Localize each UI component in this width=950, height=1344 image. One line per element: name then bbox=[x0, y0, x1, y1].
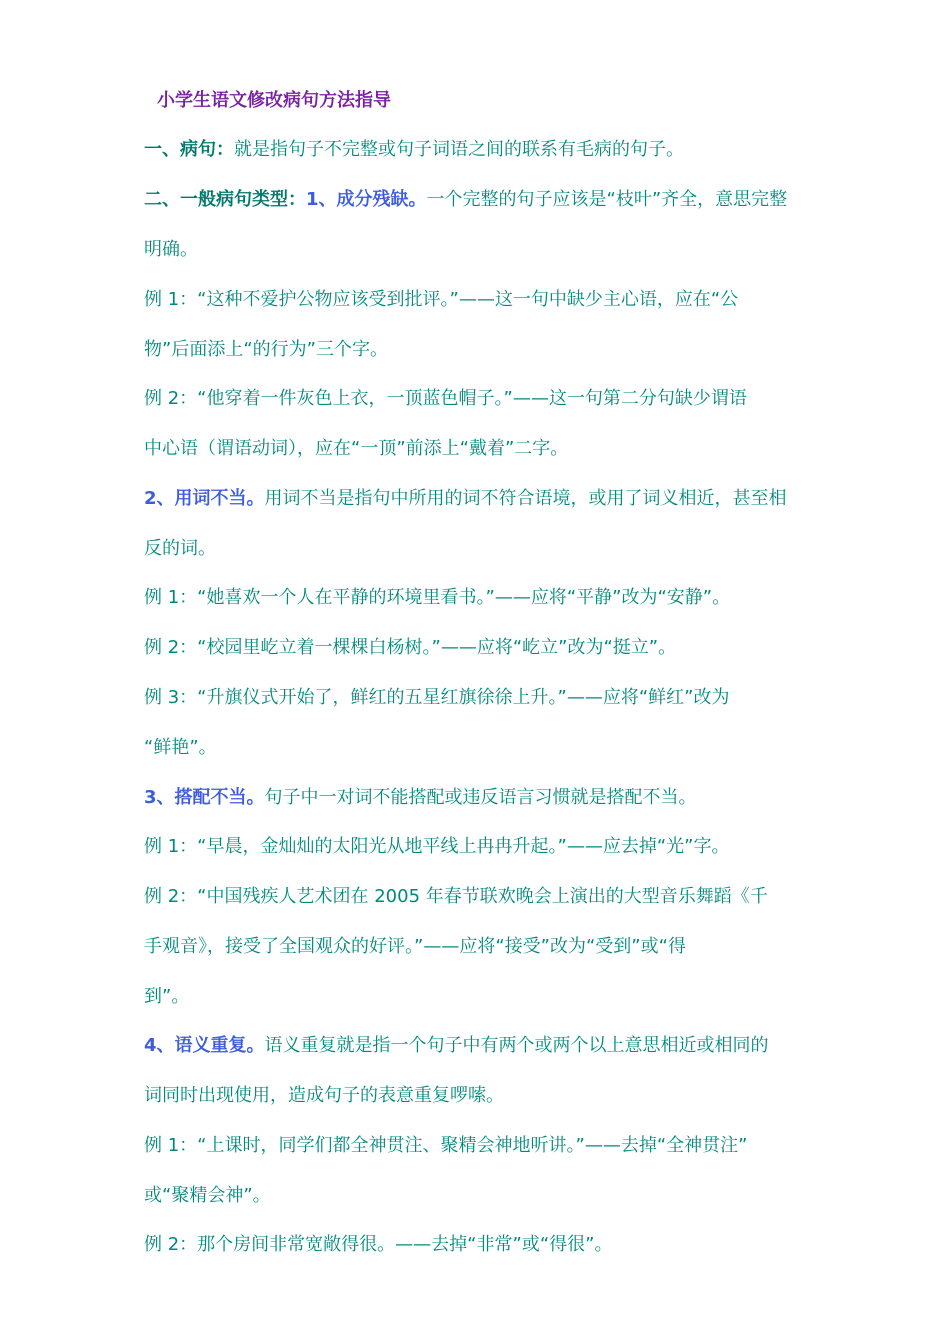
section-4-example-2: 例 2：那个房间非常宽敞得很。——去掉“非常”或“得很”。 bbox=[144, 1234, 613, 1255]
section-3-heading: 3、搭配不当。 bbox=[144, 787, 265, 808]
types-label: 二、一般病句类型： bbox=[144, 189, 306, 210]
definition-text: 就是指句子不完整或句子词语之间的联系有毛病的句子。 bbox=[234, 139, 684, 160]
section-3-example-2-cont: 手观音》，接受了全国观众的好评。”——应将“接受”改为“受到”或“得 bbox=[144, 936, 686, 957]
section-2-heading: 2、用词不当。 bbox=[144, 488, 265, 509]
section-2-line bbox=[144, 484, 787, 514]
section-1-intro: 一个完整的句子应该是“枝叶”齐全，意思完整 bbox=[426, 189, 788, 210]
section-3-example-2-end: 到”。 bbox=[144, 986, 190, 1007]
section-4-example-1-cont: 或“聚精会神”。 bbox=[144, 1185, 271, 1206]
section-2-example-1: 例 1：“她喜欢一个人在平静的环境里看书。”——应将“平静”改为“安静”。 bbox=[144, 587, 731, 608]
section-2-example-2: 例 2：“校园里屹立着一棵棵白杨树。”——应将“屹立”改为“挺立”。 bbox=[144, 637, 677, 658]
section-3-line bbox=[144, 783, 697, 813]
section-2-intro: 用词不当是指句中所用的词不符合语境，或用了词义相近，甚至相 bbox=[264, 488, 787, 509]
section-4-example-1: 例 1：“上课时，同学们都全神贯注、聚精会神地听讲。”——去掉“全神贯注” bbox=[144, 1135, 748, 1156]
page-title: 小学生语文修改病句方法指导 bbox=[157, 90, 391, 111]
section-4-intro-cont: 词同时出现使用，造成句子的表意重复啰嗦。 bbox=[144, 1085, 504, 1106]
definition-label: 一、病句： bbox=[144, 139, 234, 160]
section-1-example-1-cont: 物”后面添上“的行为”三个字。 bbox=[144, 339, 388, 360]
section-1-example-2: 例 2：“他穿着一件灰色上衣，一顶蓝色帽子。”——这一句第二分句缺少谓语 bbox=[144, 388, 747, 409]
section-1-intro-cont: 明确。 bbox=[144, 239, 198, 260]
section-1-example-1: 例 1：“这种不爱护公物应该受到批评。”——这一句中缺少主心语，应在“公 bbox=[144, 289, 739, 310]
section-2-example-3-cont: “鲜艳”。 bbox=[144, 737, 217, 758]
section-1-heading: 1、成分残缺。 bbox=[306, 189, 427, 210]
section-4-intro: 语义重复就是指一个句子中有两个或两个以上意思相近或相同的 bbox=[264, 1035, 769, 1056]
types-line bbox=[144, 185, 787, 215]
section-3-intro: 句子中一对词不能搭配或违反语言习惯就是搭配不当。 bbox=[264, 787, 697, 808]
section-4-heading: 4、语义重复。 bbox=[144, 1035, 265, 1056]
definition-line bbox=[144, 135, 684, 165]
section-3-example-2: 例 2：“中国残疾人艺术团在 2005 年春节联欢晚会上演出的大型音乐舞蹈《千 bbox=[144, 886, 768, 907]
section-1-example-2-cont: 中心语（谓语动词），应在“一顶”前添上“戴着”二字。 bbox=[144, 438, 569, 459]
section-2-intro-cont: 反的词。 bbox=[144, 538, 216, 559]
section-3-example-1: 例 1：“早晨，金灿灿的太阳光从地平线上冉冉升起。”——应去掉“光”字。 bbox=[144, 836, 730, 857]
section-4-line bbox=[144, 1031, 769, 1061]
section-2-example-3: 例 3：“升旗仪式开始了，鲜红的五星红旗徐徐上升。”——应将“鲜红”改为 bbox=[144, 687, 730, 708]
